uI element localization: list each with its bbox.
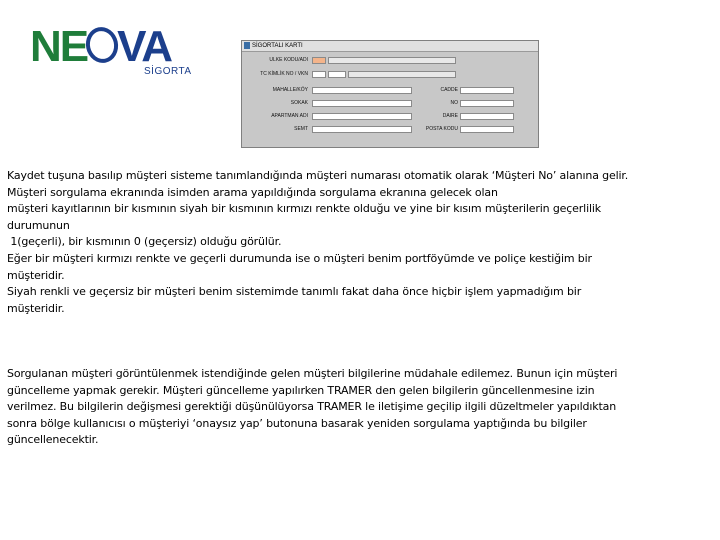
paragraph-line: müşteri kayıtlarının bir kısmının siyah bir kısmının kırmızı renkte olduğu ve yine bir kısım müşterilerin geçerlilik [7,202,602,216]
tc-kimlik-field-2[interactable] [328,71,346,78]
description-paragraph-2 [7,366,707,449]
label-mahalle: MAHALLE/KÖY [272,87,308,93]
paragraph-line: Siyah renkli ve geçersiz bir müşteri benim sistemimde tanımlı fakat daha önce hiçbir işlem yapmadığım bir [7,285,582,299]
paragraph-line: güncelleme yapmak gerekir. Müşteri güncelleme yapılırken TRAMER den gelen bilgilerin güncellenmesine izin [7,383,595,397]
sokak-field[interactable] [312,100,412,107]
logo-va: VA [117,22,171,71]
label-no: NO [450,100,458,106]
logo-wordmark [30,22,171,72]
daire-field[interactable] [460,113,514,120]
description-paragraph-1 [7,168,707,317]
label-cadde: CADDE [440,87,458,93]
paragraph-line: durumunun [7,218,70,232]
paragraph-line: müşteridir. [7,268,65,282]
no-field[interactable] [460,100,514,107]
window-title-bar [242,41,538,52]
paragraph-line: Sorgulanan müşteri görüntülenmek istendiğinde gelen müşteri bilgilerine müdahale edilemez. Bunun için müşteri [7,367,618,380]
paragraph-line: verilmez. Bu bilgilerin değişmesi gerektiği düşünülüyorsa TRAMER le iletişime geçilip ilgili düzeltmeler yapıldıktan [7,400,617,414]
ulke-kodu-field[interactable] [312,57,326,64]
paragraph-line: müşteridir. [7,301,65,315]
paragraph-line: Müşteri sorgulama ekranında isimden arama yapıldığında sorgulama ekranına gelecek olan [7,185,498,199]
apartman-field[interactable] [312,113,412,120]
paragraph-line: Kaydet tuşuna basılıp müşteri sisteme tanımlandığında müşteri numarası otomatik olarak ‘Müşteri No’ alanına gelir. [7,169,629,182]
window-app-icon [244,42,250,49]
label-semt: SEMT [294,126,308,132]
paragraph-line: 1(geçerli), bir kısmının 0 (geçersiz) olduğu görülür. [7,235,282,249]
window-title: SİGORTALI KARTI [252,43,303,49]
logo-subtitle: SİGORTA [144,66,192,77]
posta-kodu-field[interactable] [460,126,514,133]
cadde-field[interactable] [460,87,514,94]
paragraph-line: güncellenecektir. [7,433,99,447]
logo-ne: NE [30,22,88,71]
tc-kimlik-field-3[interactable] [348,71,456,78]
label-sokak: SOKAK [290,100,308,106]
ulke-adi-field[interactable] [328,57,456,64]
paragraph-line: sonra bölge kullanıcısı o müşteriyi ‘onaysız yap’ butonuna basarak yeniden sorgulama yaptığında bu bilgiler [7,416,587,430]
label-daire: DAIRE [442,113,458,119]
label-apartman: APARTMAN ADI [271,113,308,119]
paragraph-line: Eğer bir müşteri kırmızı renkte ve geçerli durumunda ise o müşteri benim portföyümde ve poliçe kestiğim bir [7,251,592,265]
label-ulke: ULKE KODU/ADI [269,57,308,63]
tc-kimlik-field[interactable] [312,71,326,78]
label-posta-kodu: POSTA KODU [425,126,458,132]
neova-logo [30,22,205,82]
mahalle-field[interactable] [312,87,412,94]
logo-o-ring [83,24,122,66]
address-form-window [241,40,539,148]
label-tc: TC KİMLİK NO / VKN [260,71,308,77]
semt-field[interactable] [312,126,412,133]
